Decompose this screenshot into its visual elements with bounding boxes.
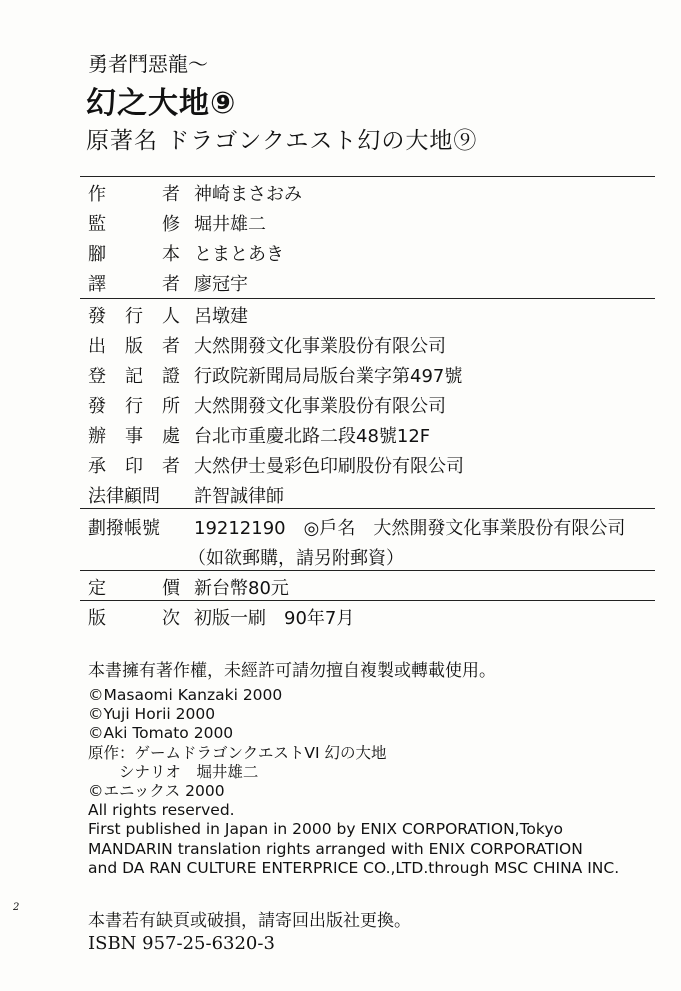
key-label: 劃撥帳號 — [88, 518, 160, 539]
key-char: 價 — [162, 578, 180, 599]
divider — [80, 298, 655, 299]
copyright-line: シナリオ 堀井雄二 — [88, 762, 259, 781]
copyright-line: ©Masaomi Kanzaki 2000 — [88, 686, 283, 704]
postal-account: 19212190 ◎戶名 大然開發文化事業股份有限公司 — [194, 518, 626, 539]
key-char: 修 — [162, 214, 180, 235]
edition-value: 初版一刷 90年7月 — [194, 608, 355, 629]
copyright-line: ©Aki Tomato 2000 — [88, 724, 234, 743]
script-name: とまとあき — [194, 244, 284, 265]
publishing-key — [88, 362, 180, 388]
key-label: 法律顧問 — [88, 486, 160, 507]
series-title: 勇者鬥惡龍～ — [88, 52, 208, 76]
key-char: 者 — [162, 336, 180, 357]
publishing-key — [88, 332, 180, 358]
key-char: 人 — [162, 306, 180, 327]
key-char: 登 — [88, 366, 106, 387]
credit-key — [88, 240, 180, 266]
key-char: 記 — [125, 366, 143, 387]
divider — [80, 600, 655, 601]
copyright-line: All rights reserved. — [88, 801, 235, 820]
copyright-line: ©Yuji Horii 2000 — [88, 705, 216, 724]
key-char: 事 — [125, 426, 143, 447]
legal-counsel: 許智誠律師 — [194, 486, 284, 507]
publishing-key — [88, 392, 180, 418]
divider — [80, 508, 655, 509]
author-name: 神崎まさおみ — [194, 184, 302, 205]
publishing-key — [88, 302, 180, 328]
printer: 大然伊士曼彩色印刷股份有限公司 — [194, 456, 464, 477]
key-char: 證 — [162, 366, 180, 387]
key-char: 辦 — [88, 426, 106, 447]
credit-key — [88, 180, 180, 206]
key-char: 版 — [88, 608, 106, 629]
registration-number: 行政院新聞局局版台業字第497號 — [194, 366, 463, 387]
copyright-line: MANDARIN translation rights arranged with ENIX CORPORATION — [88, 839, 583, 858]
key-char: 定 — [88, 578, 106, 599]
credit-key — [88, 210, 180, 236]
key-char: 腳 — [88, 244, 106, 265]
price-value: 新台幣80元 — [194, 578, 289, 599]
key-char: 所 — [162, 396, 180, 417]
key-char: 發 — [88, 396, 106, 417]
key-char: 印 — [125, 456, 143, 477]
divider — [80, 570, 655, 571]
postal-key — [88, 514, 180, 540]
copyright-line: ©エニックス 2000 — [88, 782, 225, 801]
publishing-key — [88, 422, 180, 448]
key-char: 者 — [162, 456, 180, 477]
copyright-line: 原作：ゲームドラゴンクエストVI 幻の大地 — [88, 743, 387, 762]
defect-notice: 本書若有缺頁或破損，請寄回出版社更換。 — [88, 911, 411, 931]
key-char: 作 — [88, 184, 106, 205]
edition-key — [88, 604, 180, 630]
publishing-key — [88, 452, 180, 478]
credit-key — [88, 270, 180, 296]
key-char: 處 — [162, 426, 180, 447]
copyright-line: First published in Japan in 2000 by ENIX CORPORATION,Tokyo — [88, 820, 563, 839]
key-char: 次 — [162, 608, 180, 629]
key-char: 監 — [88, 214, 106, 235]
copyright-block — [88, 686, 619, 878]
publishing-key — [88, 482, 180, 508]
isbn: ISBN 957-25-6320-3 — [88, 933, 275, 954]
translator-name: 廖冠宇 — [194, 274, 248, 295]
distributor: 大然開發文化事業股份有限公司 — [194, 396, 446, 417]
key-char: 發 — [88, 306, 106, 327]
original-title: 原著名 ドラゴンクエスト幻の大地⑨ — [86, 128, 478, 154]
publisher-company: 大然開發文化事業股份有限公司 — [194, 336, 446, 357]
postal-note: （如欲郵購，請另附郵資） — [188, 548, 404, 569]
copyright-notice: 本書擁有著作權，未經許可請勿擅自複製或轉載使用。 — [88, 661, 496, 681]
key-char: 者 — [162, 274, 180, 295]
key-char: 出 — [88, 336, 106, 357]
book-title: 幻之大地⑨ — [86, 86, 237, 121]
key-char: 行 — [125, 396, 143, 417]
price-key — [88, 574, 180, 600]
key-char: 譯 — [88, 274, 106, 295]
divider — [80, 176, 655, 177]
copyright-line: and DA RAN CULTURE ENTERPRICE CO.,LTD.through MSC CHINA INC. — [88, 858, 620, 877]
page-number: 2 — [13, 902, 20, 913]
key-char: 承 — [88, 456, 106, 477]
publisher-person: 呂墩建 — [194, 306, 248, 327]
key-char: 者 — [162, 184, 180, 205]
office-address: 台北市重慶北路二段48號12F — [194, 426, 431, 447]
key-char: 行 — [125, 306, 143, 327]
key-char: 本 — [162, 244, 180, 265]
supervisor-name: 堀井雄二 — [194, 214, 266, 235]
key-char: 版 — [125, 336, 143, 357]
